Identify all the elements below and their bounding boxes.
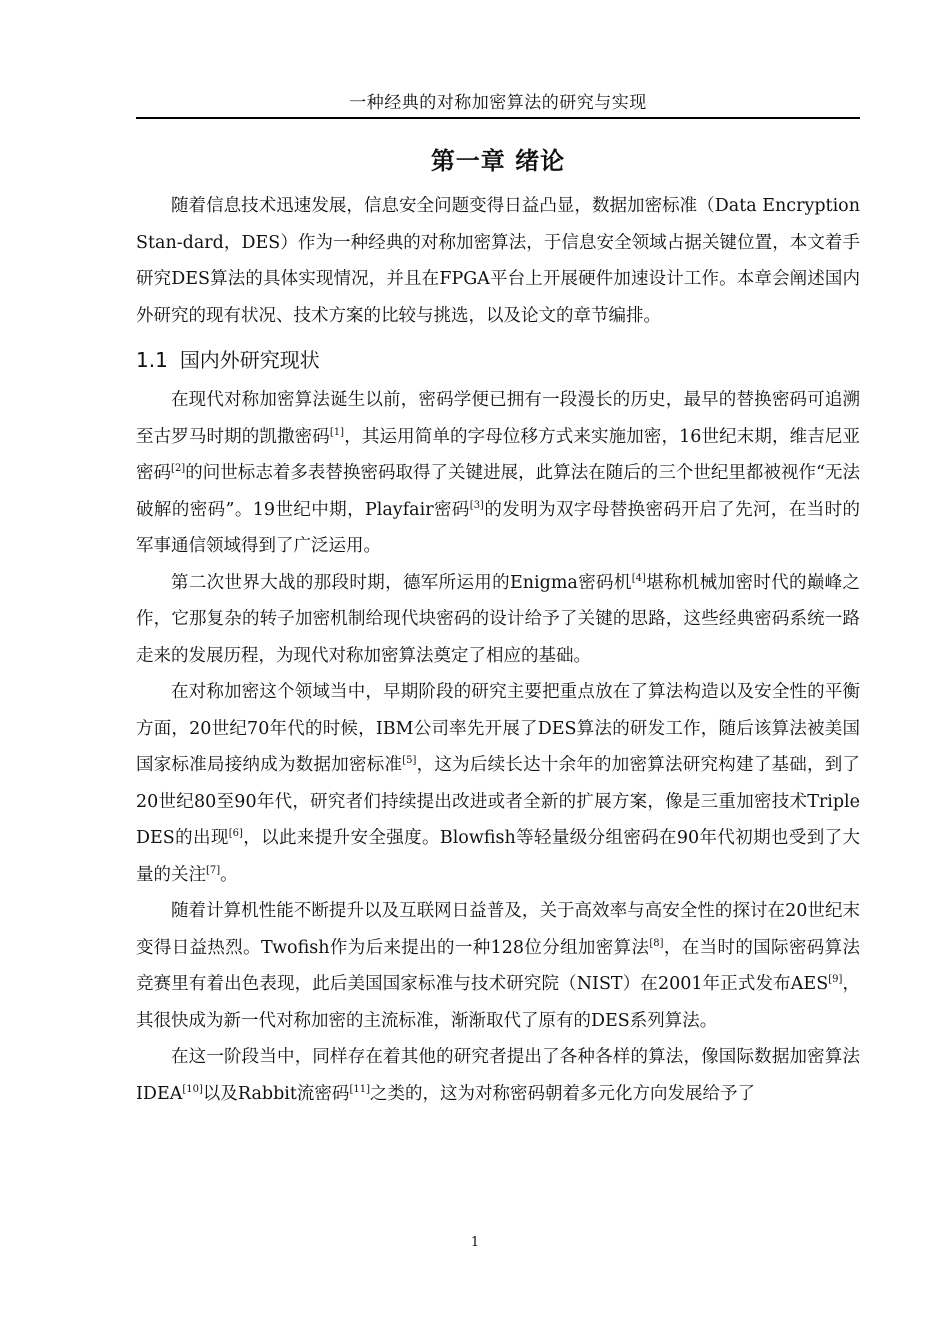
paragraph-des-history (136, 674, 860, 893)
section-title: 国内外研究现状 (179, 348, 320, 372)
paragraph-text: 在这一阶段当中，同样存在着其他的研究者提出了各种各样的算法，像国际数据加密算法IDEA (136, 1047, 860, 1104)
citation-ref: [3] (469, 499, 484, 511)
citation-ref: [11] (349, 1083, 370, 1095)
paragraph-text: 堪称机械加密时代的巅峰之作，它那复杂的转子加密机制给现代块密码的设计给予了关键的思路，这些经典密码系统一路走来的发展历程，为现代对称加密算法奠定了相应的基础。 (136, 572, 861, 666)
paragraph-text: 在现代对称加密算法诞生以前，密码学便已拥有一段漫长的历史，最早的替换密码可追溯至古罗马时期的凯撒密码 (136, 390, 860, 447)
intro-paragraph: 随着信息技术迅速发展，信息安全问题变得日益凸显，数据加密标准（Data Encryption Stan-dard，DES）作为一种经典的对称加密算法，于信息安全领域占据关键位置，本文着手研究DES算法的具体实现情况，并且在FPGA平台上开展硬件加速设计工作。本章会阐述国内外研究的现有状况、技术方案的比较与挑选，以及论文的章节编排。 (136, 196, 860, 326)
section-number: 1.1 (136, 348, 168, 372)
paragraph-text: ，这为后续长达十余年的加密算法研究构建了基础，到了20世纪80至90年代，研究者们持续提出改进或者全新的扩展方案，像是三重加密技术Triple DES的出现 (136, 755, 861, 848)
citation-ref: [5] (402, 755, 417, 767)
paragraph-text: 。 (220, 864, 238, 885)
citation-ref: [9] (828, 974, 843, 986)
running-header: 一种经典的对称加密算法的研究与实现 (349, 93, 647, 113)
paragraph-other-algorithms (136, 1039, 860, 1112)
citation-ref: [8] (649, 937, 664, 949)
paragraph-text: ，在当时的国际密码算法竞赛里有着出色表现，此后美国国家标准与技术研究院（NIST）在2001年正式发布AES (136, 937, 860, 994)
paragraph-text: 第二次世界大战的那段时期，德军所运用的Enigma密码机 (171, 572, 632, 593)
citation-ref: [6] (228, 828, 243, 840)
paragraph-aes (136, 893, 860, 1039)
paragraph-text: ，其很快成为新一代对称加密的主流标准，渐渐取代了原有的DES系列算法。 (136, 974, 861, 1031)
paragraph-text: 随着计算机性能不断提升以及互联网日益普及，关于高效率与高安全性的探讨在20世纪末变得日益热烈。Twofish作为后来提出的一种128位分组加密算法 (136, 901, 860, 958)
header-rule (136, 117, 860, 119)
citation-ref: [2] (171, 463, 186, 475)
citation-ref: [10] (182, 1083, 203, 1095)
body-content (136, 188, 860, 1112)
paragraph-text: 之类的，这为对称密码朝着多元化方向发展给予了 (369, 1083, 755, 1104)
section-heading (136, 338, 860, 382)
citation-ref: [7] (206, 864, 221, 876)
chapter-title: 第一章 绪论 (430, 147, 566, 175)
paragraph-history (136, 382, 860, 565)
paragraph-text: ，以此来提升安全强度。Blowfish等轻量级分组密码在90年代初期也受到了大量的关注 (136, 828, 860, 885)
paragraph-text: 的发明为双字母替换密码开启了先河，在当时的军事通信领域得到了广泛运用。 (136, 499, 861, 556)
paragraph-text: 在对称加密这个领域当中，早期阶段的研究主要把重点放在了算法构造以及安全性的平衡方面，20世纪70年代的时候，IBM公司率先开展了DES算法的研发工作，随后该算法被美国国家标准局接纳成为数据加密标准 (136, 682, 860, 775)
paragraph-text: 的问世标志着多表替换密码取得了关键进展，此算法在随后的三个世纪里都被视作“无法破解的密码”。19世纪中期，Playfair密码 (136, 463, 860, 520)
paragraph-text: 以及Rabbit流密码 (202, 1083, 350, 1104)
paragraph-text: ，其运用简单的字母位移方式来实施加密，16世纪末期，维吉尼亚密码 (136, 426, 860, 483)
citation-ref: [4] (631, 572, 646, 584)
citation-ref: [1] (329, 426, 345, 438)
paragraph-enigma (136, 565, 860, 675)
page-number: 1 (470, 1235, 480, 1250)
